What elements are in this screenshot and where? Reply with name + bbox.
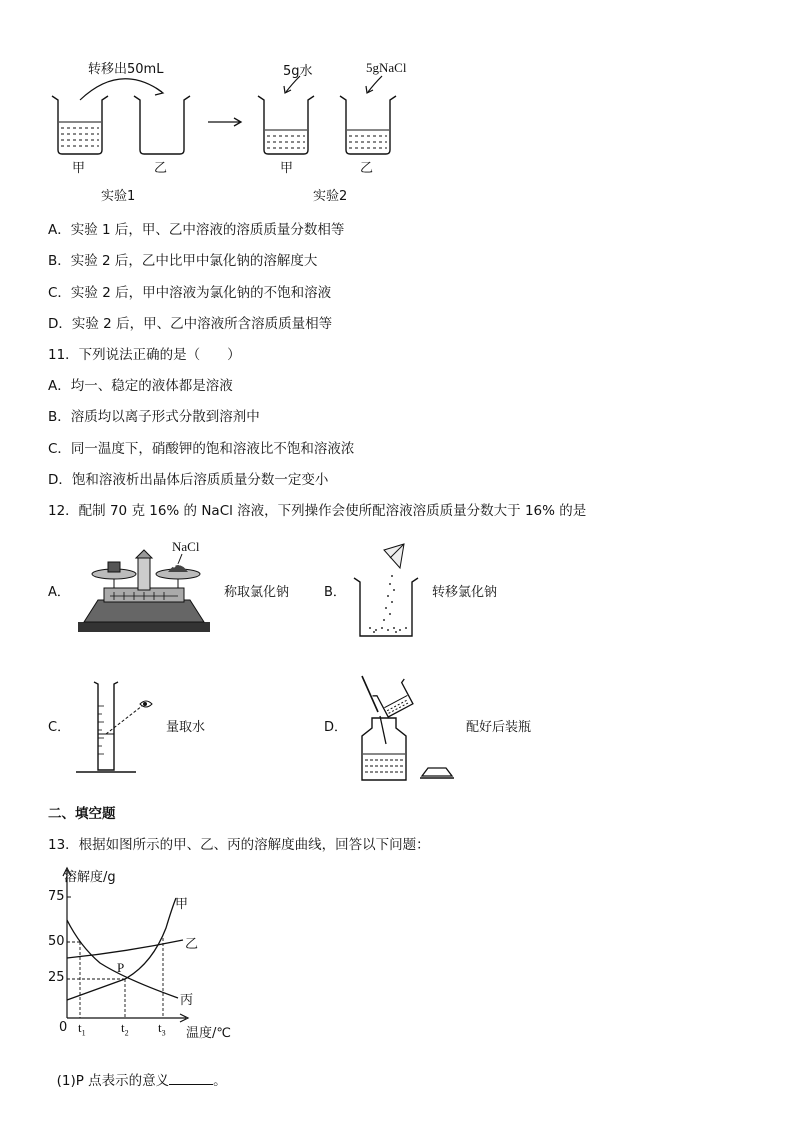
x-origin: 0 bbox=[59, 1020, 68, 1035]
series-label-jia: 甲 bbox=[175, 897, 189, 912]
q12-stem: 12．配制 70 克 16% 的 NaCl 溶液，下列操作会使所配溶液溶质质量分数大于 16% 的是 bbox=[48, 503, 587, 519]
exp2-caption: 实验2 bbox=[313, 189, 348, 204]
q12-d-letter: D． bbox=[324, 720, 348, 735]
q13-sub1-end: 。 bbox=[213, 1073, 227, 1089]
x-tick-t1: $t_1$ bbox=[78, 1020, 86, 1038]
section-heading: 二、填空题 bbox=[48, 806, 116, 822]
nacl-tag: NaCl bbox=[172, 539, 200, 554]
q13-sub1-text: (1)P 点表示的意义 bbox=[56, 1073, 170, 1089]
beaker-jia-1-label: 甲 bbox=[72, 161, 86, 176]
q11-option-a: A．均一、稳定的液体都是溶液 bbox=[48, 378, 233, 394]
q10-option-c: C．实验 2 后，甲中溶液为氯化钠的不饱和溶液 bbox=[48, 285, 332, 301]
series-jia-curve bbox=[67, 898, 176, 1000]
water-label: 5g水 bbox=[283, 64, 313, 79]
q12-c-text: 量取水 bbox=[166, 720, 206, 735]
beaker-yi-2 bbox=[340, 96, 396, 154]
experiment-drawing bbox=[0, 0, 794, 200]
series-yi-curve bbox=[67, 940, 183, 958]
q10-option-b: B．实验 2 后，乙中比甲中氯化钠的溶解度大 bbox=[48, 253, 318, 269]
x-tick-t2: $t_2$ bbox=[121, 1020, 129, 1038]
series-label-yi: 乙 bbox=[185, 937, 199, 952]
series-label-bing: 丙 bbox=[180, 993, 194, 1008]
x-tick-t3: $t_3$ bbox=[158, 1020, 166, 1038]
point-p-label: P bbox=[117, 960, 125, 975]
y-tick-25: 25 bbox=[48, 970, 65, 985]
beaker-jia-2 bbox=[258, 96, 314, 154]
beaker-yi-1 bbox=[134, 96, 190, 154]
q12-a-text: 称取氯化钠 bbox=[224, 585, 290, 600]
q12-a-letter: A． bbox=[48, 585, 70, 600]
beaker-jia-2-label: 甲 bbox=[280, 161, 294, 176]
q12-d-text: 配好后装瓶 bbox=[466, 720, 532, 735]
beaker-yi-2-label: 乙 bbox=[360, 161, 374, 176]
transfer-label: 转移出50mL bbox=[88, 62, 164, 77]
transfer-illustration bbox=[350, 542, 430, 642]
q11-option-c: C．同一温度下，硝酸钾的饱和溶液比不饱和溶液浓 bbox=[48, 441, 355, 457]
balance-illustration bbox=[74, 540, 214, 640]
cylinder-illustration bbox=[72, 676, 162, 776]
q13-sub1 bbox=[48, 1054, 227, 1090]
y-tick-75: 75 bbox=[48, 889, 65, 904]
series-bing-curve bbox=[67, 920, 178, 998]
q11-option-d: D．饱和溶液析出晶体后溶质质量分数一定变小 bbox=[48, 472, 329, 488]
bottle-illustration bbox=[350, 672, 460, 782]
exp1-caption: 实验1 bbox=[101, 189, 136, 204]
beaker-jia-1 bbox=[52, 96, 108, 154]
answer-blank[interactable] bbox=[169, 1072, 213, 1085]
nacl-label: 5gNaCl bbox=[366, 60, 407, 75]
q13-stem: 13．根据如图所示的甲、乙、丙的溶解度曲线，回答以下问题： bbox=[48, 837, 430, 853]
q11-option-b: B．溶质均以离子形式分散到溶剂中 bbox=[48, 409, 260, 425]
chart-xlabel: 温度/℃ bbox=[186, 1026, 231, 1041]
q12-b-letter: B． bbox=[324, 585, 346, 600]
chart-plot bbox=[0, 860, 200, 1040]
q10-option-a: A．实验 1 后，甲、乙中溶液的溶质质量分数相等 bbox=[48, 222, 345, 238]
chart-ylabel: 溶解度/g bbox=[64, 870, 116, 885]
q12-b-text: 转移氯化钠 bbox=[432, 585, 498, 600]
q11-stem: 11．下列说法正确的是（ ） bbox=[48, 347, 241, 363]
q12-c-letter: C． bbox=[48, 720, 71, 735]
q10-option-d: D．实验 2 后，甲、乙中溶液所含溶质质量相等 bbox=[48, 316, 333, 332]
y-tick-50: 50 bbox=[48, 934, 65, 949]
beaker-yi-1-label: 乙 bbox=[154, 161, 168, 176]
